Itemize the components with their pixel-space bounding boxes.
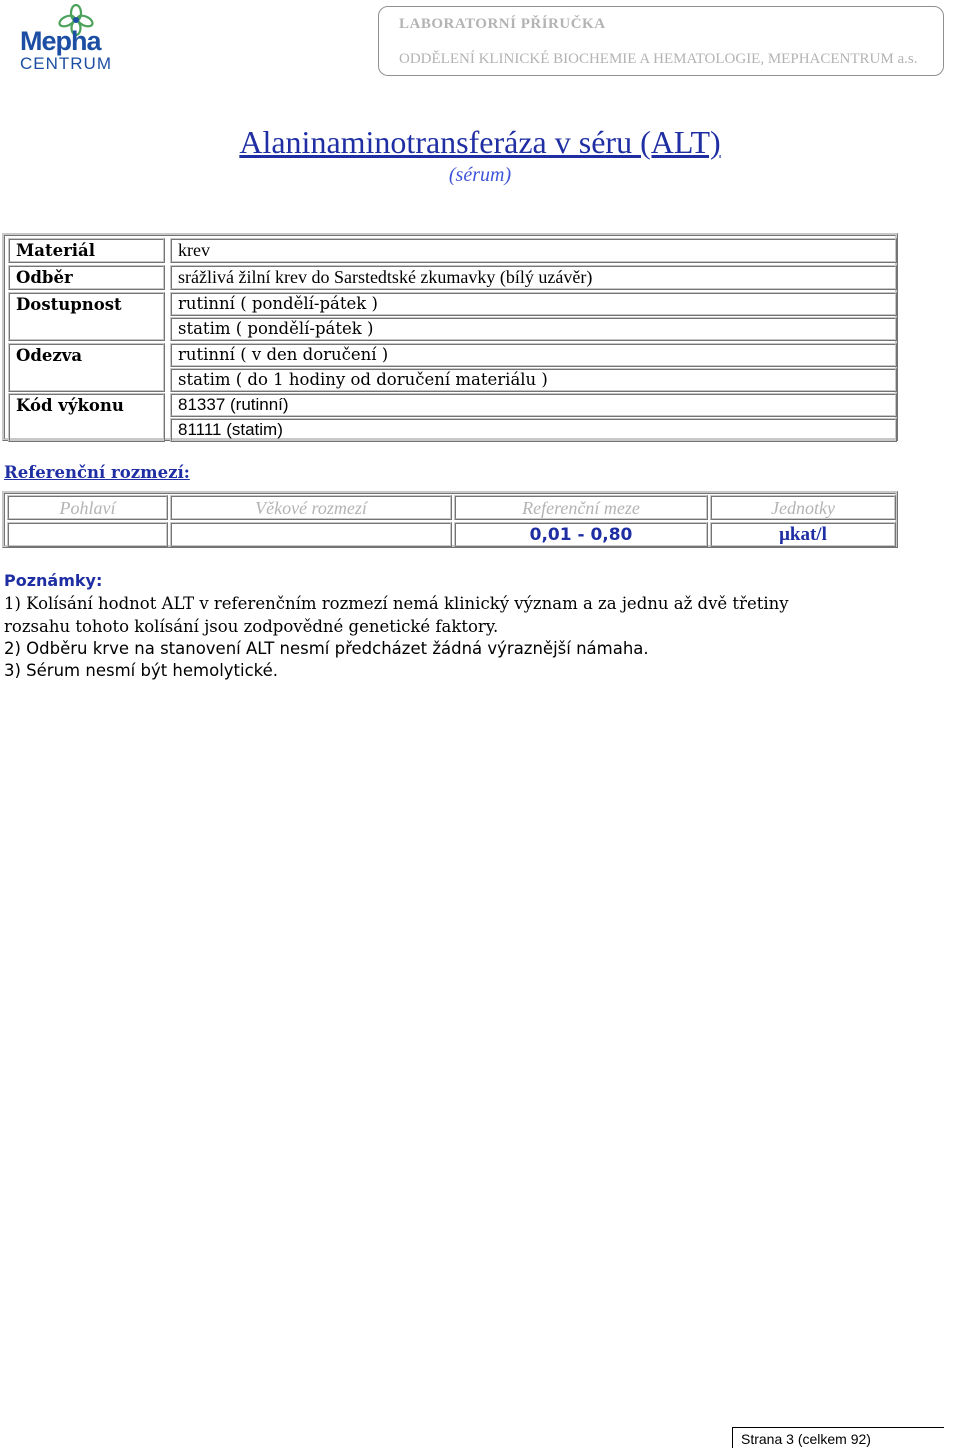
kod-value-statim: 81111 (statim)	[170, 418, 897, 442]
logo-text-mepha: Mepha	[20, 26, 101, 56]
header-subtitle: ODDĚLENÍ KLINICKÉ BIOCHEMIE A HEMATOLOGIE, MEPHACENTRUM a.s.	[399, 51, 918, 67]
odezva-value-routine: rutinní ( v den doručení )	[170, 343, 897, 367]
notes-heading: Poznámky:	[4, 571, 103, 590]
mepha-logo	[16, 4, 116, 74]
reference-table	[2, 491, 898, 548]
reference-heading: Referenční rozmezí:	[4, 463, 190, 482]
ref-header-age: Věkové rozmezí	[170, 495, 452, 520]
ref-cell-age	[170, 522, 452, 547]
note-line-3: 2) Odběru krve na stanovení ALT nesmí předcházet žádná výraznější námaha.	[4, 639, 649, 658]
odber-label: Odběr	[8, 265, 165, 290]
ref-cell-sex	[7, 522, 168, 547]
page-subtitle: (sérum)	[448, 164, 512, 186]
page-title: Alaninaminotransferáza v séru (ALT)	[239, 124, 721, 160]
note-line-1: 1) Kolísání hodnot ALT v referenčním rozmezí nemá klinický význam a za jednu až dvě třetiny	[4, 594, 789, 613]
ref-header-sex: Pohlaví	[7, 495, 168, 520]
ref-header-unit: Jednotky	[710, 495, 896, 520]
ref-cell-unit: μkat/l	[710, 522, 896, 547]
dostupnost-label: Dostupnost	[8, 292, 165, 341]
page-number: Strana 3 (celkem 92)	[732, 1427, 944, 1448]
kod-label: Kód výkonu	[8, 393, 165, 442]
material-value: krev	[170, 238, 897, 263]
odber-value: srážlivá žilní krev do Sarstedtské zkumavky (bílý uzávěr)	[170, 265, 897, 290]
dostupnost-value-statim: statim ( pondělí-pátek )	[170, 317, 897, 341]
odezva-value-statim: statim ( do 1 hodiny od doručení materiálu )	[170, 368, 897, 392]
logo-text-centrum: CENTRUM	[20, 54, 112, 73]
odezva-label: Odezva	[8, 343, 165, 392]
ref-header-range: Referenční meze	[454, 495, 708, 520]
dostupnost-value-routine: rutinní ( pondělí-pátek )	[170, 292, 897, 316]
kod-value-routine: 81337 (rutinní)	[170, 393, 897, 417]
note-line-4: 3) Sérum nesmí být hemolytické.	[4, 661, 279, 680]
ref-cell-range: 0,01 - 0,80	[454, 522, 708, 547]
material-label: Materiál	[8, 238, 165, 263]
note-line-2: rozsahu tohoto kolísání jsou zodpovědné genetické faktory.	[4, 617, 499, 636]
header-box	[378, 6, 944, 76]
header-title: LABORATORNÍ PŘÍRUČKA	[399, 16, 606, 32]
info-table	[2, 233, 898, 441]
